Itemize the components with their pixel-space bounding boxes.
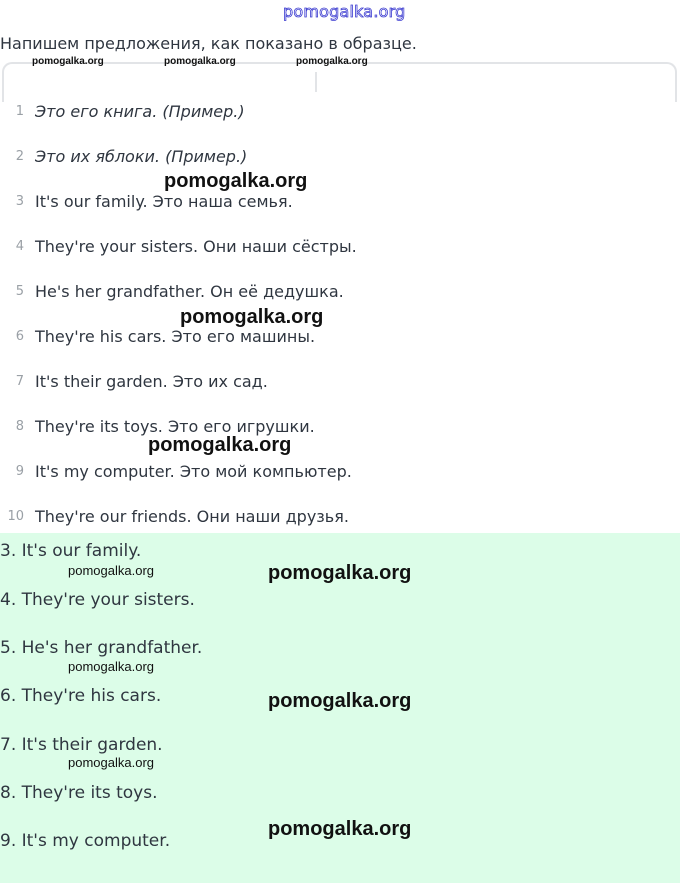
line-text: They're our friends. Они наши друзья.: [35, 506, 349, 526]
watermark: pomogalka.org: [68, 755, 154, 770]
line-number: 10: [7, 508, 24, 524]
line-text: It's my computer. Это мой компьютер.: [35, 461, 352, 481]
line-text: It's their garden. Это их сад.: [35, 371, 268, 391]
exercise-line: [0, 456, 352, 486]
line-text: They're its toys. Это его игрушки.: [35, 416, 315, 436]
instruction-text: Напишем предложения, как показано в образце.: [0, 34, 417, 53]
watermark: pomogalka.org: [164, 56, 236, 67]
exercise-line: [0, 276, 344, 306]
line-text: They're his cars. Это его машины.: [35, 326, 316, 346]
exercise-line: [0, 96, 245, 126]
watermark: pomogalka.org: [268, 818, 412, 840]
line-number: 3: [15, 193, 24, 209]
answer-line: 9. It's my computer.: [0, 831, 171, 851]
watermark: pomogalka.org: [164, 170, 308, 192]
line-number: 5: [15, 283, 24, 299]
exercise-line: [0, 366, 268, 396]
line-text: It's our family. Это наша семья.: [35, 191, 293, 211]
exercise-line: [0, 141, 247, 171]
exercise-line: [0, 231, 357, 261]
tabs-divider: [315, 72, 317, 92]
watermark: pomogalka.org: [296, 56, 368, 67]
line-text: He's her grandfather. Он её дедушка.: [35, 281, 344, 301]
line-number: 9: [15, 463, 24, 479]
line-number: 8: [15, 418, 24, 434]
line-text: They're your sisters. Они наши сёстры.: [35, 236, 357, 256]
line-text: Это его книга. (Пример.): [35, 101, 245, 121]
answer-line: 8. They're its toys.: [0, 783, 158, 803]
watermark: pomogalka.org: [68, 659, 154, 674]
watermark: pomogalka.org: [148, 434, 292, 456]
answer-line: 6. They're his cars.: [0, 686, 162, 706]
answer-line: 7. It's their garden.: [0, 735, 163, 755]
watermark: pomogalka.org: [180, 306, 324, 328]
watermark: pomogalka.org: [32, 56, 104, 67]
watermark: pomogalka.org: [268, 690, 412, 712]
watermark: pomogalka.org: [68, 563, 154, 578]
answer-line: 4. They're your sisters.: [0, 590, 195, 610]
line-number: 4: [15, 238, 24, 254]
line-number: 2: [15, 148, 24, 164]
answer-line: 5. He's her grandfather.: [0, 638, 203, 658]
line-number: 7: [15, 373, 24, 389]
answer-line: 3. It's our family.: [0, 541, 142, 561]
line-number: 1: [15, 103, 24, 119]
exercise-line: [0, 501, 349, 531]
site-logo: pomogalka.org: [283, 2, 406, 21]
watermark: pomogalka.org: [268, 562, 412, 584]
line-text: Это их яблоки. (Пример.): [35, 146, 248, 166]
line-number: 6: [15, 328, 24, 344]
